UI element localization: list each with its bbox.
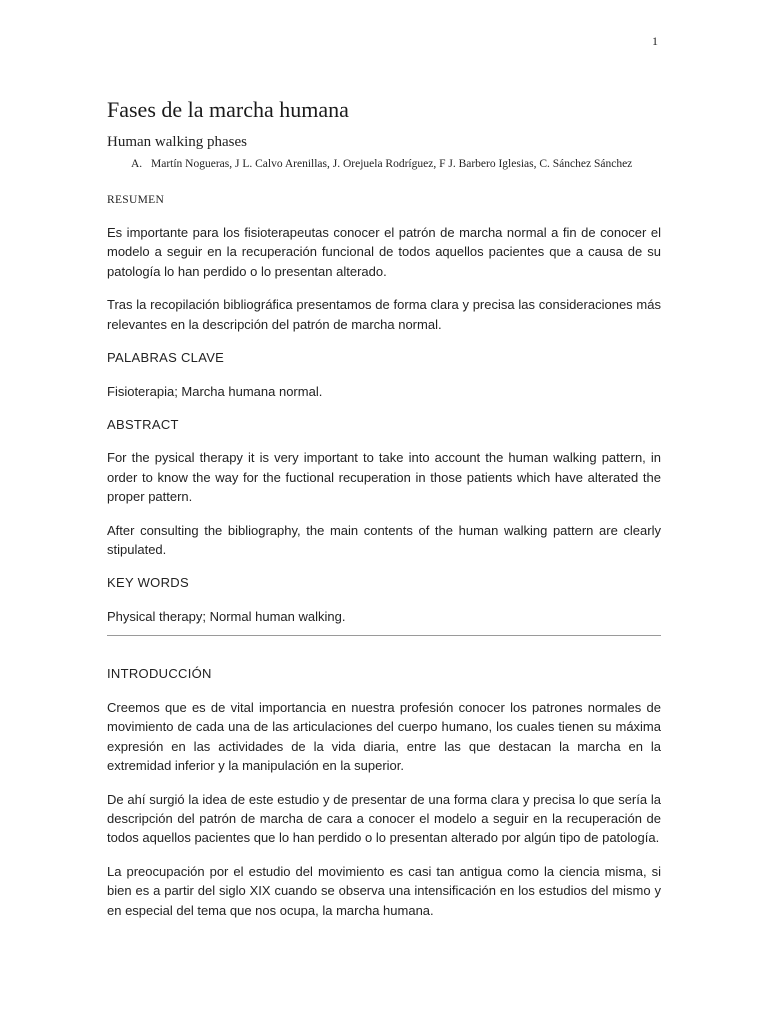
document-title: Fases de la marcha humana (107, 97, 349, 122)
introduccion-paragraph-2: De ahí surgió la idea de este estudio y de presentar de una forma clara y precisa lo que sería la descripción del patrón de marcha de cara a conocer el modelo a seguir en la recuperación de todos aquellos pacientes que lo han perdido o lo presentan alterado por algún tipo de patología. (107, 791, 661, 846)
heading-resumen: RESUMEN (107, 194, 165, 206)
document-subtitle: Human walking phases (107, 134, 247, 150)
introduccion-paragraph-3: La preocupación por el estudio del movimiento es casi tan antigua como la ciencia misma, si bien es a partir del siglo XIX cuando se observa una intensificación en los estudios del mismo y en especial del tema que nos ocupa, la marcha humana. (107, 863, 661, 918)
heading-abstract: ABSTRACT (107, 417, 179, 433)
heading-key-words: KEY WORDS (107, 575, 189, 591)
palabras-clave-text: Fisioterapia; Marcha humana normal. (107, 384, 323, 400)
heading-introduccion: INTRODUCCIÓN (107, 665, 212, 681)
author-list (107, 154, 661, 175)
document-body (107, 96, 661, 920)
heading-palabras-clave: PALABRAS CLAVE (107, 350, 225, 366)
abstract-paragraph-2: After consulting the bibliography, the main contents of the human walking pattern are clearly stipulated. (107, 522, 661, 558)
author-names: Martín Nogueras, J L. Calvo Arenillas, J. Orejuela Rodríguez, F J. Barbero Iglesias, C. Sánchez Sánchez (151, 158, 633, 170)
resumen-paragraph-2: Tras la recopilación bibliográfica presentamos de forma clara y precisa las consideraciones más relevantes en la descripción del patrón de marcha normal. (107, 297, 661, 332)
abstract-paragraph-1: For the pysical therapy it is very important to take into account the human walking pattern, in order to know the way for the fuctional recuperation in those patients which have alterated the proper pattern. (107, 450, 661, 505)
author-list-marker: A. (131, 158, 143, 170)
introduccion-paragraph-1: Creemos que es de vital importancia en nuestra profesión conocer los patrones normales de movimiento de cada una de las articulaciones del cuerpo humano, los cuales tienen su máxima expresión en las actividades de la vida diaria, entre las que destacan la marcha en la extremidad inferior y la manipulación en la superior. (107, 699, 661, 774)
section-divider (107, 635, 661, 636)
resumen-paragraph-1: Es importante para los fisioterapeutas conocer el patrón de marcha normal a fin de conocer el modelo a seguir en la recuperación funcional de todos aquellos pacientes que a causa de su patología lo han perdido o lo presentan alterado. (107, 225, 661, 279)
key-words-text: Physical therapy; Normal human walking. (107, 609, 346, 625)
page-number: 1 (652, 34, 658, 48)
